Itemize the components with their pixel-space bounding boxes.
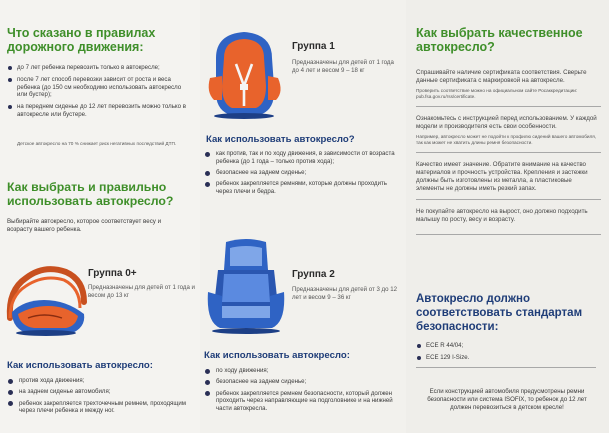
- car-seat-group-1-icon: [204, 28, 286, 120]
- section-instructions: [416, 115, 601, 153]
- group-0-title: Группа 0+: [88, 268, 137, 279]
- list-item: на переднем сиденье до 12 лет перевозить можно только в автокресле или бустере.: [7, 103, 193, 119]
- group-0-desc: Предназначены для детей от 1 года и весом до 13 кг: [88, 284, 195, 299]
- car-seat-group-2-icon: [204, 236, 288, 336]
- use-heading-group-0: Как использовать автокресло:: [7, 360, 153, 371]
- panel-quality: [406, 0, 609, 433]
- list-item: после 7 лет способ перевозки зависит от роста и веса ребенка (до 150 см необходимо использовать автокресло или бустер);: [7, 76, 193, 99]
- section-certificate: [416, 69, 601, 107]
- use-list-group-2: [204, 367, 400, 416]
- list-item: как против, так и по ходу движения, в зависимости от возраста ребенка (до 1 года – только против хода);: [204, 150, 400, 166]
- infant-carrier-icon: [4, 256, 90, 338]
- use-heading-group-2: Как использовать автокресло:: [204, 350, 350, 361]
- materials-text: Качество имеет значение. Обратите внимание на качество материалов и прочность устройства. Крепления и застежки должны быть изготовлены из металла, а пластиковые элементы не должны иметь резкий запах.: [416, 161, 588, 192]
- isofix-text: Если конструкцией автомобиля предусмотрены ремни безопасности или система ISOFIX, то ребенок до 12 лет должен перевозиться в детском кресле!: [427, 388, 587, 411]
- group-2-title: Группа 2: [292, 269, 335, 280]
- certificate-note: Проверить соответствие можно на официальном сайте Росаккредитации: pub.fsa.gov.ru/rss/certificate.: [416, 88, 578, 99]
- heading-how-to-choose: Как выбрать и правильно использовать автокресло?: [7, 180, 174, 208]
- section-materials: [416, 161, 601, 200]
- list-item: ребенок закрепляется трехточечным ремнем, проходящим через плечи ребенка и между ног.: [7, 400, 197, 416]
- certificate-text: Спрашивайте наличие сертификата соответствия. Сверьте данные сертификата с маркировкой на автокресле.: [416, 69, 587, 84]
- rules-note: Детское автокресло на 70 % снижает риск негативных последствий ДТП.: [17, 141, 177, 146]
- panel-groups: [200, 0, 406, 433]
- standards-list: [416, 342, 601, 366]
- list-item: ЕСЕ 129 I-Size.: [416, 354, 601, 362]
- use-list-group-0: [7, 377, 197, 419]
- fit-text: Не покупайте автокресло на вырост, оно должно подходить малышу по росту, весу и возрасту.: [416, 208, 588, 223]
- list-item: безопаснее на заднем сиденье;: [204, 169, 400, 177]
- divider: [416, 367, 596, 368]
- rules-list: [7, 64, 193, 123]
- group-2-desc: Предназначены для детей от 3 до 12 лет и весом 9 – 36 кг: [292, 286, 397, 301]
- intro-text: Выбирайте автокресло, которое соответствует весу и возрасту вашего ребенка.: [7, 218, 162, 233]
- heading-quality-seat: Как выбрать качественное автокресло?: [416, 26, 583, 54]
- list-item: до 7 лет ребенка перевозить только в автокресле;: [7, 64, 193, 72]
- use-list-group-1: [204, 150, 400, 199]
- list-item: по ходу движения;: [204, 367, 400, 375]
- list-item: на заднем сиденье автомобиля;: [7, 388, 197, 396]
- list-item: ребенок закрепляется ремнями, которые должны проходить через плечи и бедра.: [204, 180, 400, 196]
- heading-traffic-rules: Что сказано в правилах дорожного движения:: [7, 26, 156, 54]
- list-item: ЕСЕ R 44/04;: [416, 342, 601, 350]
- section-fit: [416, 208, 601, 235]
- list-item: против хода движения;: [7, 377, 197, 385]
- list-item: безопаснее на заднем сиденье;: [204, 378, 400, 386]
- list-item: ребенок закрепляется ремнем безопасности, который должен проходить через направляющие на подголовнике и на нижней части автокресла.: [204, 390, 400, 413]
- instructions-text: Ознакомьтесь с инструкцией перед использованием. У каждой модели и производителя есть свои особенности.: [416, 115, 597, 130]
- group-1-desc: Предназначены для детей от 1 года до 4 лет и весом 9 – 18 кг: [292, 59, 394, 74]
- group-1-title: Группа 1: [292, 41, 335, 52]
- use-heading-group-1: Как использовать автокресло?: [206, 134, 355, 145]
- panel-rules: [0, 0, 200, 433]
- instructions-note: Например, автокресло может не подойти к профилю сидений вашего автомобиля, так как может не хватить длины ремня безопасности.: [416, 134, 597, 145]
- heading-standards: Автокресло должно соответствовать стандартам безопасности:: [416, 293, 583, 333]
